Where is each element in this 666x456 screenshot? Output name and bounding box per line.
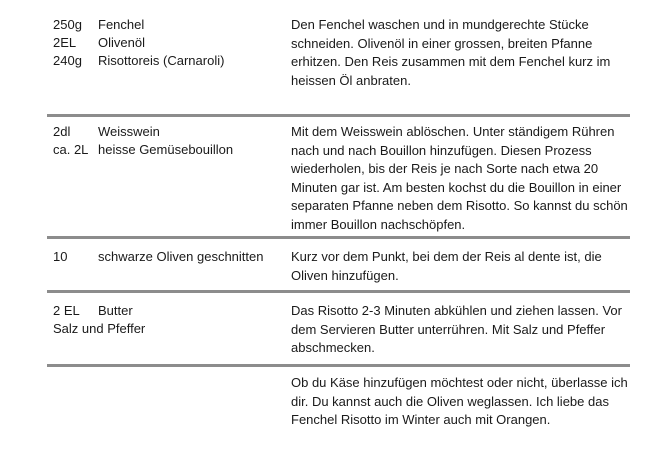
ingredient-quantity: 2EL xyxy=(53,35,77,50)
ingredient-row xyxy=(53,52,283,70)
ingredient-quantity: 2dl xyxy=(53,124,71,139)
divider xyxy=(47,290,630,293)
ingredient-row xyxy=(53,302,283,320)
ingredient-quantity: 10 xyxy=(53,249,68,264)
ingredient-quantity: 240g xyxy=(53,53,82,68)
ingredient-name: Risottoreis (Carnaroli) xyxy=(98,53,225,68)
recipe-step-1 xyxy=(0,0,666,112)
ingredient-row xyxy=(53,16,283,34)
step-instruction: Kurz vor dem Punkt, bei dem der Reis al dente ist, die Oliven hinzufügen. xyxy=(291,249,602,283)
ingredient-quantity: ca. 2L xyxy=(53,142,89,157)
step-instruction: Mit dem Weisswein ablöschen. Unter ständigem Rühren nach und nach Bouillon hinzufügen. Diesen Prozess wiederholen, bis der Reis je nach Sorte nach etwa 20 Minuten gar ist. Am besten kochst du die Bouillon in einer separaten Pfanne neben dem Risotto. So kannst du schön immer Bouillon nachschöpfen. xyxy=(291,124,628,232)
ingredient-list xyxy=(53,302,283,338)
ingredient-row xyxy=(53,34,283,52)
divider xyxy=(47,114,630,117)
ingredient-row xyxy=(53,141,283,159)
ingredient-name: Salz und Pfeffer xyxy=(53,321,146,336)
ingredient-name: schwarze Oliven geschnitten xyxy=(98,249,264,264)
ingredient-list xyxy=(53,248,283,266)
ingredient-list xyxy=(53,16,283,70)
step-instruction: Den Fenchel waschen und in mundgerechte Stücke schneiden. Olivenöl in einer grossen, breiten Pfanne erhitzen. Den Reis zusammen mit dem Fenchel kurz im heissen Öl anbraten. xyxy=(291,17,611,88)
ingredient-name: heisse Gemüsebouillon xyxy=(98,142,234,157)
ingredient-row xyxy=(53,123,283,141)
ingredient-name: Fenchel xyxy=(98,17,145,32)
ingredient-row xyxy=(53,248,283,266)
ingredient-name: Butter xyxy=(98,303,133,318)
ingredient-list xyxy=(53,123,283,159)
ingredient-row xyxy=(53,320,283,338)
ingredient-name: Olivenöl xyxy=(98,35,145,50)
step-instruction: Das Risotto 2-3 Minuten abkühlen und ziehen lassen. Vor dem Servieren Butter unterrühren. Mit Salz und Pfeffer abschmecken. xyxy=(291,303,622,355)
step-instruction: Ob du Käse hinzufügen möchtest oder nicht, überlasse ich dir. Du kannst auch die Oliven weglassen. Ich liebe das Fenchel Risotto im Winter auch mit Orangen. xyxy=(291,375,628,427)
ingredient-quantity: 250g xyxy=(53,17,82,32)
ingredient-name: Weisswein xyxy=(98,124,160,139)
divider xyxy=(47,236,630,239)
divider xyxy=(47,364,630,367)
ingredient-quantity: 2 EL xyxy=(53,303,80,318)
